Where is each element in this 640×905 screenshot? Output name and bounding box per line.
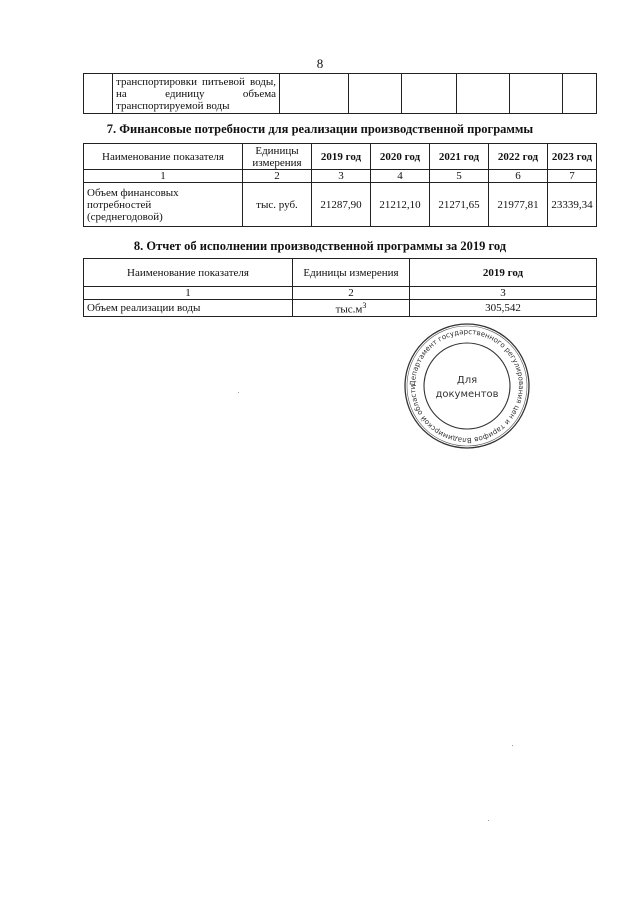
- header-unit: [243, 144, 312, 170]
- col-number: 2: [243, 170, 312, 183]
- row-value: 21212,10: [371, 183, 430, 227]
- header-unit: [293, 259, 410, 287]
- row-name-line: потребностей: [87, 198, 152, 211]
- report-table: [83, 258, 597, 317]
- row-name-line: Объем финансовых: [87, 186, 179, 199]
- row-name: [84, 183, 243, 227]
- col-number: 1: [84, 170, 243, 183]
- official-stamp: [403, 322, 531, 450]
- table-cell: [510, 74, 563, 114]
- scan-speck: [488, 820, 489, 821]
- stamp-center-line: документов: [435, 389, 499, 400]
- col-number: 4: [371, 170, 430, 183]
- header-year: 2022 год: [489, 144, 548, 170]
- scan-speck: [238, 392, 239, 393]
- table-cell: [280, 74, 349, 114]
- row-unit: тыс. руб.: [243, 183, 312, 227]
- table-row: [84, 300, 597, 317]
- header-year: 2023 год: [548, 144, 597, 170]
- col-number: 3: [312, 170, 371, 183]
- continuation-table: [83, 73, 597, 114]
- header-name: Наименование показателя: [84, 144, 243, 170]
- header-year: 2019 год: [312, 144, 371, 170]
- stamp-center-line: Для: [456, 375, 478, 386]
- col-number: 5: [430, 170, 489, 183]
- row-name-line: (среднегодовой): [87, 210, 163, 223]
- col-number: 6: [489, 170, 548, 183]
- row-value: 21287,90: [312, 183, 371, 227]
- row-value: 21271,65: [430, 183, 489, 227]
- table-cell: [113, 74, 280, 114]
- row-name: Объем реализации воды: [84, 300, 293, 317]
- row-unit-text: тыс.м: [335, 303, 363, 316]
- header-year: 2021 год: [430, 144, 489, 170]
- col-number: 1: [84, 287, 293, 300]
- table-cell: [402, 74, 457, 114]
- header-unit-text: Единицы измерения: [252, 144, 302, 169]
- table-cell: [563, 74, 597, 114]
- table-row: [84, 183, 597, 227]
- col-number: 3: [410, 287, 597, 300]
- table-cell: [457, 74, 510, 114]
- indicator-line: на единицу объема: [116, 87, 276, 100]
- header-unit-text: Единицы измерения: [303, 266, 399, 279]
- row-value: 305,542: [410, 300, 597, 317]
- row-value: 21977,81: [489, 183, 548, 227]
- header-year: 2019 год: [410, 259, 597, 287]
- header-name: Наименование показателя: [84, 259, 293, 287]
- header-year: 2020 год: [371, 144, 430, 170]
- indicator-line: транспортируемой воды: [116, 99, 230, 112]
- row-unit: [293, 300, 410, 317]
- table-cell: [84, 74, 113, 114]
- table-cell: [349, 74, 402, 114]
- indicator-line: транспортировки питьевой воды,: [116, 75, 276, 88]
- section8-title: 8. Отчет об исполнении производственной программы за 2019 год: [133, 239, 507, 253]
- scan-speck: [512, 745, 513, 746]
- stamp-ring-text: Департамент государственного регулирования цен и тарифов Владимирской области: [407, 326, 527, 446]
- section7-title: 7. Финансовые потребности для реализации производственной программы: [106, 122, 534, 136]
- col-number: 2: [293, 287, 410, 300]
- financial-needs-table: [83, 143, 597, 227]
- row-value: 23339,34: [548, 183, 597, 227]
- page-number: 8: [316, 56, 324, 71]
- unit-superscript: 3: [362, 301, 367, 310]
- col-number: 7: [548, 170, 597, 183]
